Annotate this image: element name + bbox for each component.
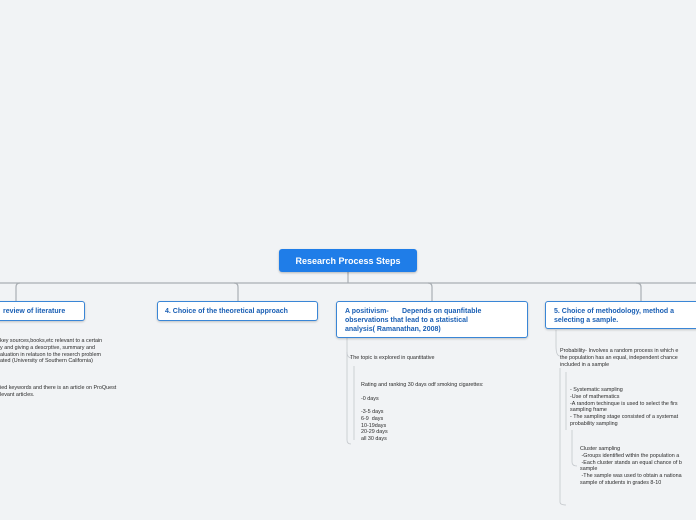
line-systematic-bracket <box>560 368 566 505</box>
branch-methodology[interactable] <box>545 301 696 329</box>
root-topic-node[interactable] <box>279 249 417 272</box>
drop-literature <box>16 283 20 301</box>
branch-label-methodology: 5. Choice of methodology, method a selecting a sample. <box>554 308 675 325</box>
note-rating-ranking: Rating and ranking 30 days odf smoking cigarettes: -0 days -3-5 days 6-9 days 10-19days 20-29 days all 30 days <box>361 382 484 442</box>
branch-review-of-literature[interactable] <box>0 301 85 321</box>
branch-positivism[interactable] <box>336 301 528 338</box>
branch-label-theoretical: 4. Choice of the theoretical approach <box>165 308 288 315</box>
note-probability: Probability- Involves a random process in which e the population has an equal, independent chance included in a sample <box>560 348 679 368</box>
drop-positivism <box>428 283 432 301</box>
note-systematic-sampling: - Systematic sampling -Use of mathematics -A random techinque is used to select the firs sampling frame - The sampling stage consisted of a systemat probability sampling <box>570 387 679 427</box>
note-literature-summary: key sources,books,etc relevant to a certain y and giving a descrptive, summary and aluation in relatuon to the reserch problem ated (University of Southern California) <box>0 338 103 365</box>
note-topic-explored: The topic is explored in quantitative <box>350 355 435 361</box>
note-cluster-sampling: Cluster sampling -Groups identified within the population a -Each cluster stands an equal chance of b sample -The sample was used to obtain a nationa sample of students in grades 8-10 <box>580 446 682 486</box>
root-topic-label: Research Process Steps <box>295 255 401 266</box>
drop-methodology <box>636 283 641 301</box>
drop-theoretical <box>234 283 238 301</box>
note-literature-keywords: ied keywords and there is an article on ProQuest levant articles. <box>0 385 117 398</box>
branch-label-positivism-overlap: Depends on quanfitable <box>402 308 482 315</box>
branch-theoretical-approach[interactable] <box>157 301 318 321</box>
branch-label-literature: review of literature <box>3 308 66 315</box>
branch-label-positivism: A positivism- observations that lead to a statistical analysis( Ramanathan, 2008) <box>345 308 468 334</box>
line-rating-bracket <box>347 352 351 444</box>
line-cluster <box>572 430 577 466</box>
